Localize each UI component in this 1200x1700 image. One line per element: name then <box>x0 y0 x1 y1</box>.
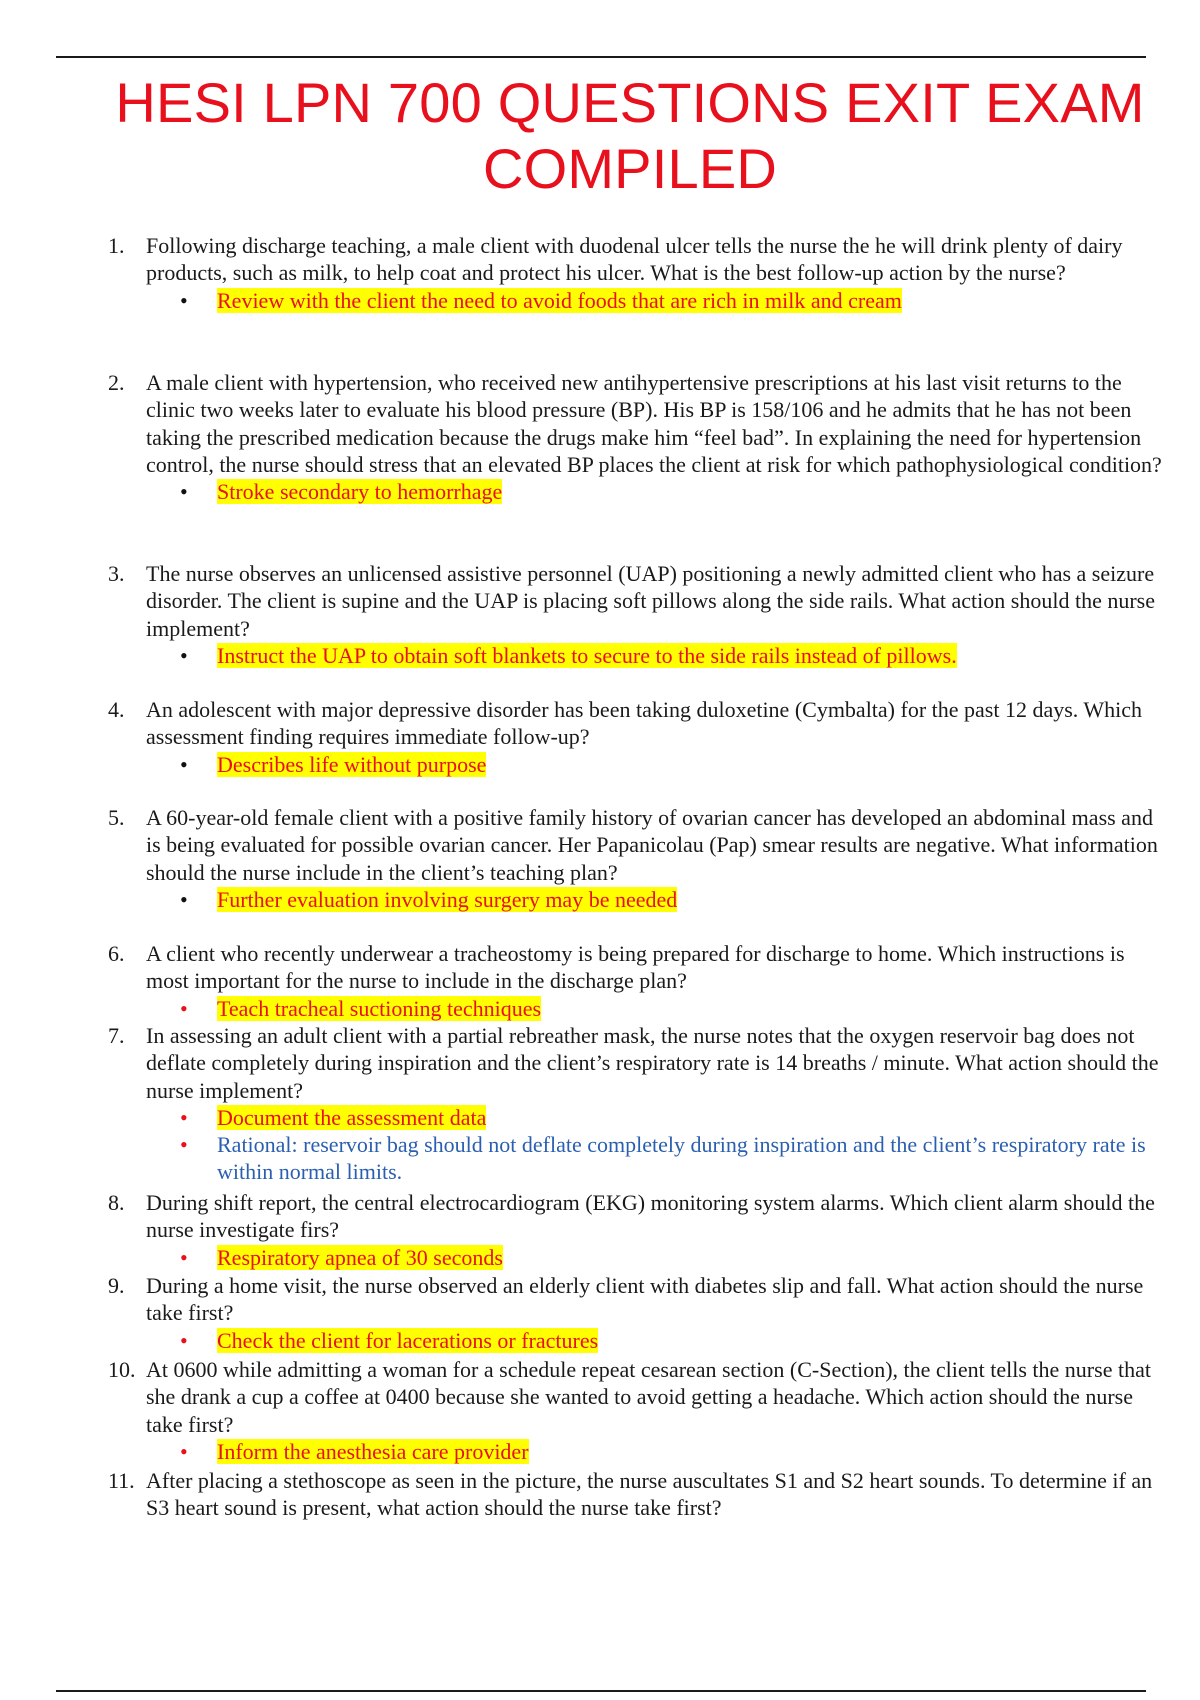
question-text: The nurse observes an unlicensed assistive personnel (UAP) positioning a newly admitted client who has a seizure disorder. The client is supine and the UAP is placing soft pillows along the side rails. What action should the nurse implement? <box>146 561 1155 641</box>
question-text: A male client with hypertension, who received new antihypertensive prescriptions at his last visit returns to the clinic two weeks later to evaluate his blood pressure (BP). His BP is 158/106 and he admits that he has not been taking the prescribed medication because the drugs make him “feel bad”. In explaining the need for hypertension control, the nurse should stress that an elevated BP places the client at risk for which pathophysiological condition? <box>146 370 1162 477</box>
bullet-icon: • <box>180 1132 188 1158</box>
bullet-icon: • <box>180 287 188 313</box>
question-text: During shift report, the central electrocardiogram (EKG) monitoring system alarms. Which client alarm should the nurse investigate firs? <box>146 1190 1155 1243</box>
question-number: 8. <box>108 1190 125 1215</box>
bullet-icon: • <box>180 1327 188 1353</box>
question-6 <box>108 940 1170 1022</box>
answer-item <box>108 886 1170 913</box>
answer-item <box>108 1327 1170 1354</box>
question-7 <box>108 1022 1170 1186</box>
answer-item <box>108 995 1170 1022</box>
answer-text: Instruct the UAP to obtain soft blankets to secure to the side rails instead of pillows. <box>217 642 957 668</box>
bullet-icon: • <box>180 1244 188 1270</box>
answer-item <box>108 642 1170 669</box>
answer-text: Inform the anesthesia care provider <box>217 1438 529 1464</box>
question-5 <box>108 804 1170 913</box>
answer-item <box>108 751 1170 778</box>
answer-item <box>108 1438 1170 1465</box>
question-number: 5. <box>108 805 125 830</box>
answer-item <box>108 478 1170 505</box>
answer-text: Further evaluation involving surgery may be needed <box>217 886 678 912</box>
bottom-rule <box>56 1690 1146 1692</box>
question-number: 9. <box>108 1273 125 1298</box>
question-number: 11. <box>108 1468 135 1493</box>
question-text: A client who recently underwear a tracheostomy is being prepared for discharge to home. Which instructions is most important for the nurse to include in the discharge plan? <box>146 941 1125 994</box>
question-number: 2. <box>108 370 125 395</box>
question-text: A 60-year-old female client with a positive family history of ovarian cancer has developed an abdominal mass and is being evaluated for possible ovarian cancer. Her Papanicolau (Pap) smear results are negative. What information should the nurse include in the client’s teaching plan? <box>146 805 1158 885</box>
bullet-icon: • <box>180 1438 188 1464</box>
question-text: At 0600 while admitting a woman for a schedule repeat cesarean section (C-Section), the client tells the nurse that she drank a cup a coffee at 0400 because she wanted to avoid getting a headache. Which action should the nurse take first? <box>146 1357 1151 1437</box>
bullet-icon: • <box>180 886 188 912</box>
bullet-icon: • <box>180 751 188 777</box>
answer-item <box>108 1104 1170 1131</box>
answer-item <box>108 1244 1170 1271</box>
question-number: 6. <box>108 941 125 966</box>
answer-text: Stroke secondary to hemorrhage <box>217 479 503 505</box>
bullet-icon: • <box>180 479 188 505</box>
question-10 <box>108 1356 1170 1465</box>
question-9 <box>108 1272 1170 1354</box>
question-text: Following discharge teaching, a male client with duodenal ulcer tells the nurse the he will drink plenty of dairy products, such as milk, to help coat and protect his ulcer. What is the best follow-up action by the nurse? <box>146 233 1123 286</box>
question-2 <box>108 369 1170 505</box>
answer-text: Teach tracheal suctioning techniques <box>217 995 542 1021</box>
question-number: 10. <box>108 1357 136 1382</box>
bullet-icon: • <box>180 1104 188 1130</box>
bullet-icon: • <box>180 642 188 668</box>
rationale-item <box>108 1131 1170 1186</box>
question-number: 7. <box>108 1023 125 1048</box>
top-rule <box>56 56 1146 58</box>
rationale-text: Rational: reservoir bag should not deflate completely during inspiration and the client’s respiratory rate is within normal limits. <box>217 1132 1146 1185</box>
question-11 <box>108 1467 1170 1522</box>
answer-text: Describes life without purpose <box>217 751 487 777</box>
question-number: 3. <box>108 561 125 586</box>
answer-text: Check the client for lacerations or fractures <box>217 1327 599 1353</box>
question-text: During a home visit, the nurse observed an elderly client with diabetes slip and fall. What action should the nurse take first? <box>146 1273 1144 1326</box>
question-8 <box>108 1189 1170 1271</box>
document-title: HESI LPN 700 QUESTIONS EXIT EXAM COMPILED <box>115 71 1145 200</box>
bullet-icon: • <box>180 995 188 1021</box>
question-4 <box>108 696 1170 778</box>
question-text: In assessing an adult client with a partial rebreather mask, the nurse notes that the oxygen reservoir bag does not deflate completely during inspiration and the client’s respiratory rate is 14 breaths / minute. What action should the nurse implement? <box>146 1023 1159 1103</box>
answer-item <box>108 287 1170 314</box>
question-number: 4. <box>108 697 125 722</box>
answer-text: Respiratory apnea of 30 seconds <box>217 1244 503 1270</box>
question-text: An adolescent with major depressive disorder has been taking duloxetine (Cymbalta) for the past 12 days. Which assessment finding requires immediate follow-up? <box>146 697 1143 750</box>
question-number: 1. <box>108 233 125 258</box>
answer-text: Document the assessment data <box>217 1104 487 1130</box>
answer-text: Review with the client the need to avoid foods that are rich in milk and cream <box>217 287 902 313</box>
question-1 <box>108 232 1170 314</box>
question-3 <box>108 560 1170 669</box>
question-text: After placing a stethoscope as seen in the picture, the nurse auscultates S1 and S2 heart sounds. To determine if an S3 heart sound is present, what action should the nurse take first? <box>146 1468 1153 1521</box>
